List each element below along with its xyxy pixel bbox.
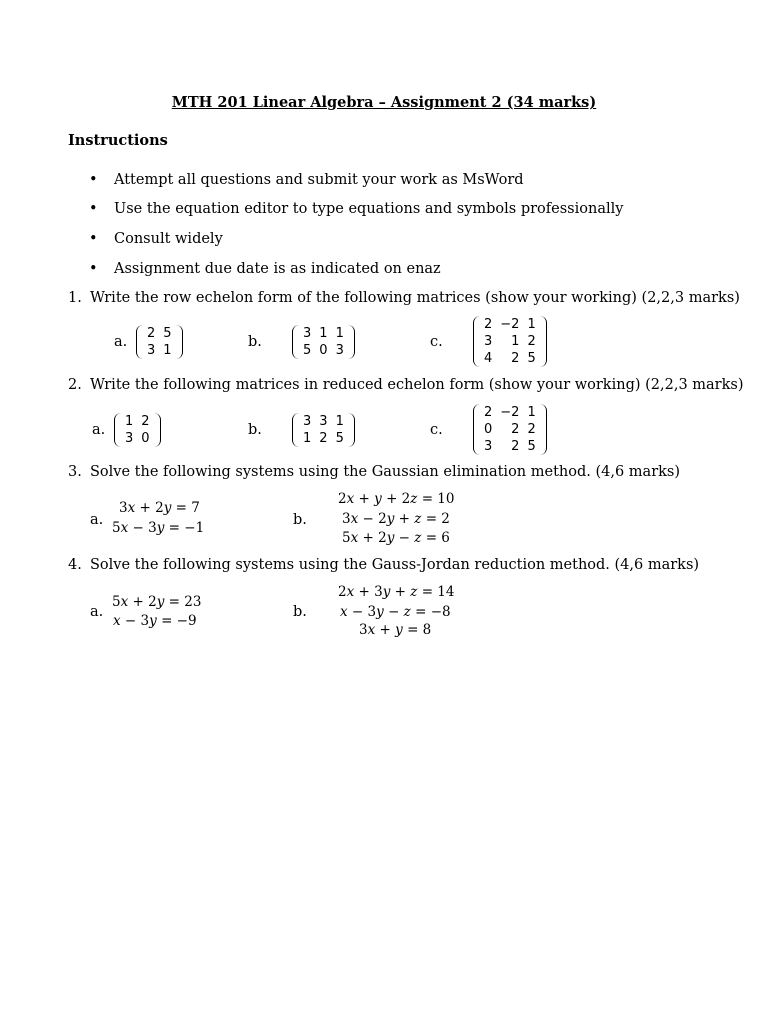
matrix-entry: 1	[511, 334, 520, 349]
matrix-entry: 4	[484, 351, 493, 366]
matrix-body	[480, 404, 540, 455]
matrix	[114, 413, 161, 447]
matrix-entry: 1	[163, 343, 172, 358]
matrix	[292, 325, 355, 359]
instruction-text: Consult widely	[114, 231, 223, 247]
matrix	[136, 325, 183, 359]
right-paren	[348, 413, 355, 447]
left-paren	[292, 325, 299, 359]
matrix-entry: 2	[527, 334, 536, 349]
matrix-entry: 5	[335, 431, 344, 446]
instruction-text: Attempt all questions and submit your work as MsWord	[114, 172, 524, 188]
equation: 5x + 2y − z = 6	[342, 530, 450, 546]
matrix-row	[299, 413, 348, 430]
matrix-body	[121, 413, 154, 447]
matrix-row	[121, 430, 154, 447]
instruction-text: Use the equation editor to type equations and symbols professionally	[114, 201, 624, 217]
matrix-entry: 3	[303, 326, 312, 341]
matrix-row	[480, 404, 540, 421]
part-label: b.	[248, 334, 262, 350]
matrix-entry: 2	[511, 439, 520, 454]
right-paren	[540, 316, 547, 367]
matrix-entry: 1	[303, 431, 312, 446]
question-number: 4.	[68, 557, 82, 573]
bullet-icon: •	[89, 231, 98, 247]
matrix-entry: 5	[163, 326, 172, 341]
left-paren	[473, 404, 480, 455]
part-label: a.	[90, 604, 104, 620]
equation: x − 3y − z = −8	[340, 604, 451, 620]
equation: x − 3y = −9	[113, 613, 197, 629]
equation: 5x − 3y = −1	[112, 520, 205, 536]
matrix-body	[299, 413, 348, 447]
matrix-entry: 2	[484, 405, 493, 420]
matrix	[292, 413, 355, 447]
matrix	[473, 404, 547, 455]
matrix-entry: 1	[319, 326, 328, 341]
matrix-row	[299, 325, 348, 342]
question-number: 2.	[68, 377, 82, 393]
equation: 3x + y = 8	[359, 622, 432, 638]
part-label: a.	[90, 512, 104, 528]
matrix-entry: 2	[511, 351, 520, 366]
matrix-row	[143, 342, 176, 359]
matrix-body	[480, 316, 540, 367]
part-label: b.	[293, 512, 307, 528]
matrix-entry: 2	[484, 317, 493, 332]
left-paren	[114, 413, 121, 447]
left-paren	[136, 325, 143, 359]
matrix-body	[143, 325, 176, 359]
bullet-icon: •	[89, 172, 98, 188]
part-label: c.	[430, 422, 443, 438]
left-paren	[292, 413, 299, 447]
matrix-entry: 3	[125, 431, 134, 446]
matrix-row	[480, 438, 540, 455]
left-paren	[473, 316, 480, 367]
matrix-entry: 3	[484, 439, 493, 454]
matrix-row	[143, 325, 176, 342]
matrix-row	[480, 421, 540, 438]
matrix-row	[299, 430, 348, 447]
matrix-entry: 1	[527, 317, 536, 332]
equation: 3x + 2y = 7	[119, 500, 200, 516]
matrix-entry: 2	[527, 422, 536, 437]
equation: 3x − 2y + z = 2	[342, 511, 450, 527]
equation: 5x + 2y = 23	[112, 594, 202, 610]
instructions-heading: Instructions	[68, 132, 168, 149]
matrix-entry: 1	[125, 414, 134, 429]
matrix-entry: 3	[303, 414, 312, 429]
equation: 2x + y + 2z = 10	[338, 491, 455, 507]
matrix-row	[480, 333, 540, 350]
matrix-entry: −2	[500, 405, 520, 420]
matrix-entry: 5	[527, 439, 536, 454]
matrix-entry: 0	[484, 422, 493, 437]
matrix-entry: 2	[319, 431, 328, 446]
matrix-entry: −2	[500, 317, 520, 332]
part-label: b.	[293, 604, 307, 620]
question-text: Solve the following systems using the Gauss-Jordan reduction method. (4,6 marks)	[90, 557, 700, 573]
bullet-icon: •	[89, 201, 98, 217]
matrix-row	[480, 350, 540, 367]
matrix-entry: 2	[141, 414, 150, 429]
right-paren	[348, 325, 355, 359]
matrix-entry: 0	[141, 431, 150, 446]
matrix-row	[480, 316, 540, 333]
instruction-text: Assignment due date is as indicated on enaz	[114, 261, 441, 277]
matrix	[473, 316, 547, 367]
question-number: 1.	[68, 290, 82, 306]
question-number: 3.	[68, 464, 82, 480]
matrix-entry: 3	[319, 414, 328, 429]
bullet-icon: •	[89, 261, 98, 277]
matrix-row	[299, 342, 348, 359]
matrix-row	[121, 413, 154, 430]
matrix-entry: 5	[527, 351, 536, 366]
page-title: MTH 201 Linear Algebra – Assignment 2 (34 marks)	[171, 94, 597, 111]
matrix-entry: 3	[484, 334, 493, 349]
right-paren	[540, 404, 547, 455]
matrix-entry: 1	[527, 405, 536, 420]
right-paren	[154, 413, 161, 447]
part-label: a.	[92, 422, 106, 438]
matrix-entry: 3	[335, 343, 344, 358]
equation: 2x + 3y + z = 14	[338, 584, 455, 600]
part-label: c.	[430, 334, 443, 350]
question-text: Solve the following systems using the Gaussian elimination method. (4,6 marks)	[90, 464, 681, 480]
part-label: a.	[114, 334, 128, 350]
matrix-entry: 2	[147, 326, 156, 341]
matrix-entry: 1	[335, 414, 344, 429]
matrix-entry: 0	[319, 343, 328, 358]
right-paren	[176, 325, 183, 359]
part-label: b.	[248, 422, 262, 438]
question-text: Write the following matrices in reduced echelon form (show your working) (2,2,3 marks)	[90, 377, 744, 393]
matrix-body	[299, 325, 348, 359]
matrix-entry: 1	[335, 326, 344, 341]
matrix-entry: 2	[511, 422, 520, 437]
question-text: Write the row echelon form of the following matrices (show your working) (2,2,3 marks)	[90, 290, 740, 306]
matrix-entry: 5	[303, 343, 312, 358]
matrix-entry: 3	[147, 343, 156, 358]
